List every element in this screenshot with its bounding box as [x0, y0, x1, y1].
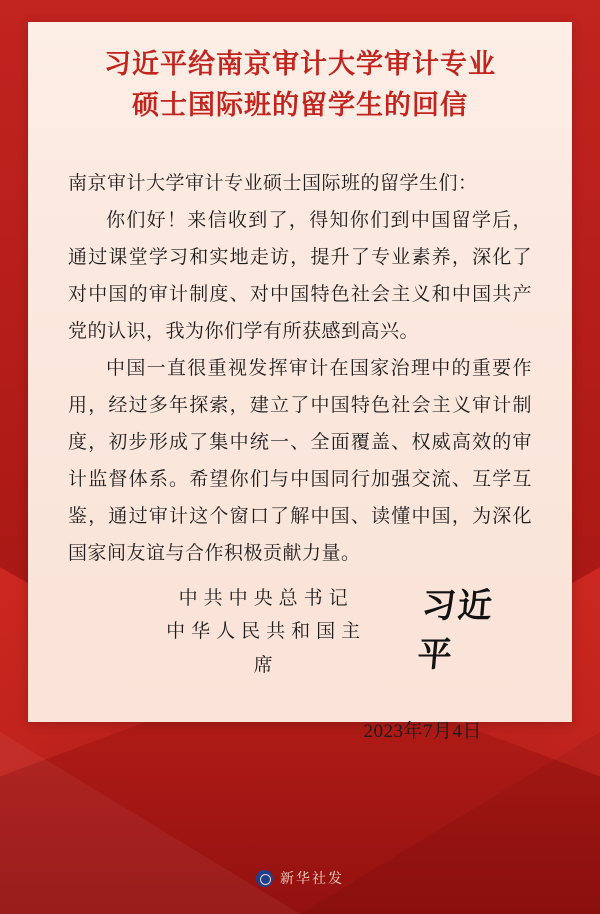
letter-body [28, 139, 572, 573]
signature-titles [156, 582, 376, 682]
letter-title [28, 22, 572, 139]
xinhua-emblem-icon [256, 870, 273, 887]
letter-sheet [28, 22, 572, 742]
credit-text: 新华社发 [280, 872, 344, 887]
letter-salutation: 南京审计大学审计专业硕士国际班的留学生们： [68, 173, 478, 194]
signature-title-line-1: 中共中央总书记 [178, 588, 354, 609]
handwritten-signature: 习近平 [416, 588, 496, 674]
signature-row [74, 582, 526, 682]
letter-signature-block [28, 582, 572, 743]
title-line-2: 硕士国际班的留学生的回信 [132, 89, 468, 120]
agency-credit [0, 868, 600, 888]
letter-paragraph-1: 你们好！来信收到了，得知你们到中国留学后，通过课堂学习和实地走访，提升了专业素养，深化了对中国的审计制度、对中国特色社会主义和中国共产党的认识，我为你们学有所获感到高兴。 [68, 210, 532, 343]
signature-title-line-2: 中华人民共和国主席 [166, 621, 367, 676]
title-line-1: 习近平给南京审计大学审计专业 [104, 49, 496, 79]
letter-date: 2023年7月4日 [363, 720, 482, 742]
letter-paragraph-2: 中国一直很重视发挥审计在国家治理中的重要作用，经过多年探索，建立了中国特色社会主义审计制度，初步形成了集中统一、全面覆盖、权威高效的审计监督体系。希望你们与中国同行加强交流、互学互鉴，通过审计这个窗口了解中国、读懂中国，为深化国家间友谊与合作积极贡献力量。 [68, 358, 532, 565]
